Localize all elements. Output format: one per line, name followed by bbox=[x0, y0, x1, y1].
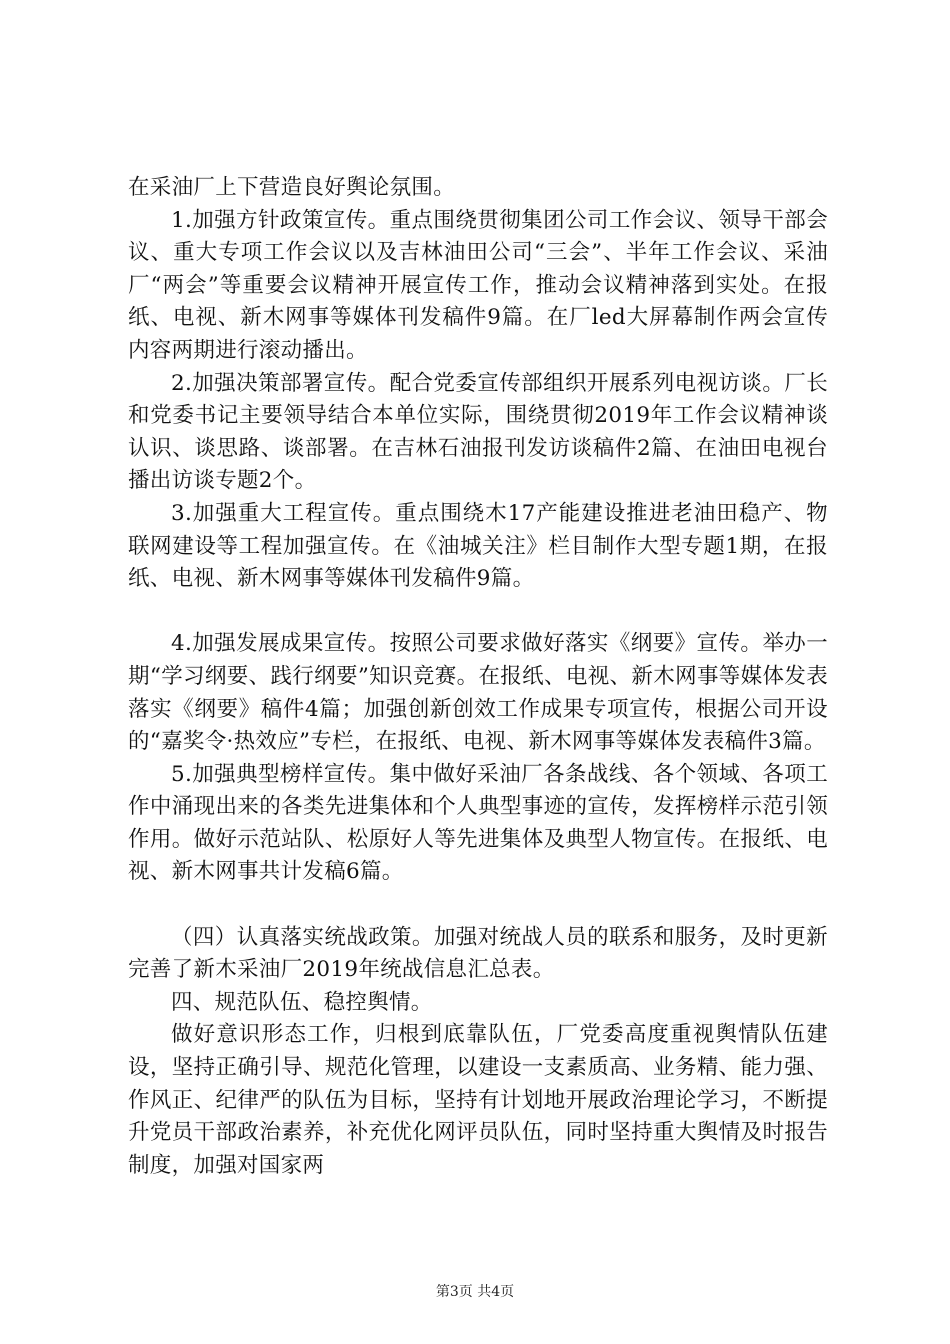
paragraph-policy-publicity: 1.加强方针政策宣传。重点围绕贯彻集团公司工作会议、领导干部会议、重大专项工作会议以及吉林油田公司“三会”、半年工作会议、采油厂“两会”等重要会议精神开展宣传工作，推动会议精神落到实处。在报纸、电视、新木网事等媒体刊发稿件9篇。在厂led大屏幕制作两会宣传内容两期进行滚动播出。 bbox=[128, 207, 828, 363]
document-body bbox=[128, 172, 828, 1182]
page-number-footer: 第3页 共4页 bbox=[435, 1284, 515, 1300]
paragraph-project-publicity: 3.加强重大工程宣传。重点围绕木17产能建设推进老油田稳产、物联网建设等工程加强宣传。在《油城关注》栏目制作大型专题1期，在报纸、电视、新木网事等媒体刊发稿件9篇。 bbox=[128, 500, 828, 592]
paragraph-united-front: （四）认真落实统战政策。加强对统战人员的联系和服务，及时更新完善了新木采油厂2019年统战信息汇总表。 bbox=[128, 924, 828, 983]
paragraph-ideology-work: 做好意识形态工作，归根到底靠队伍，厂党委高度重视舆情队伍建设，坚持正确引导、规范化管理，以建设一支素质高、业务精、能力强、作风正、纪律严的队伍为目标，坚持有计划地开展政治理论学习，不断提升党员干部政治素养，补充优化网评员队伍，同时坚持重大舆情及时报告制度，加强对国家两 bbox=[128, 1022, 828, 1178]
section-heading-team: 四、规范队伍、稳控舆情。 bbox=[171, 989, 433, 1015]
paragraph-achievement-publicity: 4.加强发展成果宣传。按照公司要求做好落实《纲要》宣传。举办一期“学习纲要、践行纲要”知识竞赛。在报纸、电视、新木网事等媒体发表落实《纲要》稿件4篇；加强创新创效工作成果专项宣传，根据公司开设的“嘉奖令·热效应”专栏，在报纸、电视、新木网事等媒体发表稿件3篇。 bbox=[128, 631, 828, 755]
paragraph-role-model-publicity: 5.加强典型榜样宣传。集中做好采油厂各条战线、各个领域、各项工作中涌现出来的各类先进集体和个人典型事迹的宣传，发挥榜样示范引领作用。做好示范站队、松原好人等先进集体及典型人物宣传。在报纸、电视、新木网事共计发稿6篇。 bbox=[128, 761, 828, 885]
paragraph-continuation: 在采油厂上下营造良好舆论氛围。 bbox=[128, 175, 456, 200]
paragraph-decision-publicity: 2.加强决策部署宣传。配合党委宣传部组织开展系列电视访谈。厂长和党委书记主要领导结合本单位实际，围绕贯彻2019年工作会议精神谈认识、谈思路、谈部署。在吉林石油报刊发访谈稿件2篇、在油田电视台播出访谈专题2个。 bbox=[128, 370, 828, 494]
